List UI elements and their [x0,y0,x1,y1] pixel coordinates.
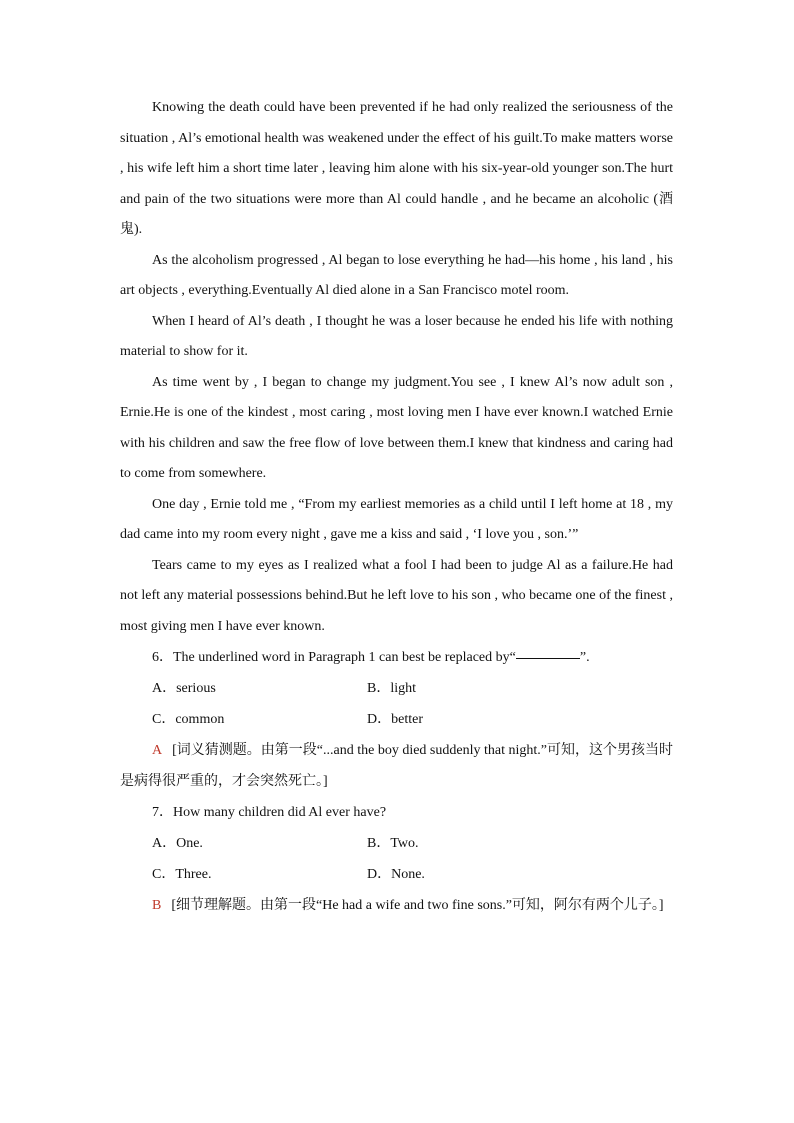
question-6-option-a: A．serious [152,681,216,696]
answer-blank [516,646,580,659]
content-area [120,93,673,921]
answer-letter: A [152,743,163,758]
paragraph-5: One day , Ernie told me , “From my earliest memories as a child until I left home at 18 , my dad came into my room every night , gave me a kiss and said , ‘I love you , son.’” [120,496,673,542]
paragraph-6: Tears came to my eyes as I realized what a fool I had been to judge Al as a failure.He had not left any material possessions behind.But he left love to his son , who became one of the finest , most giving men I have ever known. [120,557,673,634]
question-6-options-row-2 [120,704,673,735]
question-7-option-b: B．Two. [367,836,419,851]
question-7-option-d: D．None. [367,867,425,882]
question-7-stem: 7．How many children did Al ever have? [152,805,387,820]
paragraph-1: Knowing the death could have been prevented if he had only realized the seriousness of the situation , Al’s emotional health was weakened under the effect of his guilt.To make matters worse , his wife left him a short time later , leaving him alone with his six-year-old younger son.The hurt and pain of the two situations were more than Al could handle , and he became an alcoholic (酒鬼). [120,100,673,237]
question-7-options-row-2 [120,859,673,890]
question-6-answer [120,735,673,797]
paragraph-2: As the alcoholism progressed , Al began to lose everything he had—his home , his land , his art objects , everything.Eventually Al died alone in a San Francisco motel room. [120,252,673,298]
question-6-options-row-1 [120,673,673,704]
question-7-options-row-1 [120,828,673,859]
answer-explanation: [词义猜测题。由第一段“...and the boy died suddenly that night.”可知，这个男孩当时是病得很严重的，才会突然死亡。] [120,743,673,789]
question-7-option-a: A．One. [152,836,203,851]
answer-explanation: [细节理解题。由第一段“He had a wife and two fine sons.”可知，阿尔有两个儿子。] [171,898,664,913]
question-7-answer [120,890,673,921]
paragraph-4: As time went by , I began to change my judgment.You see , I knew Al’s now adult son , Ernie.He is one of the kindest , most caring , most loving men I have ever known.I watched Ernie with his children and saw the free flow of love between them.I knew that kindness and caring had to come from somewhere. [120,374,673,481]
answer-letter: B [152,898,162,913]
question-6-stem: 6．The underlined word in Paragraph 1 can best be replaced by“ ”. [120,642,673,673]
question-7-option-c: C．Three. [152,867,212,882]
question-6-option-c: C．common [152,712,225,727]
question-6-option-b: B．light [367,681,417,696]
paragraph-3: When I heard of Al’s death , I thought he was a loser because he ended his life with nothing material to show for it. [120,313,673,359]
question-6-option-d: D．better [367,712,423,727]
